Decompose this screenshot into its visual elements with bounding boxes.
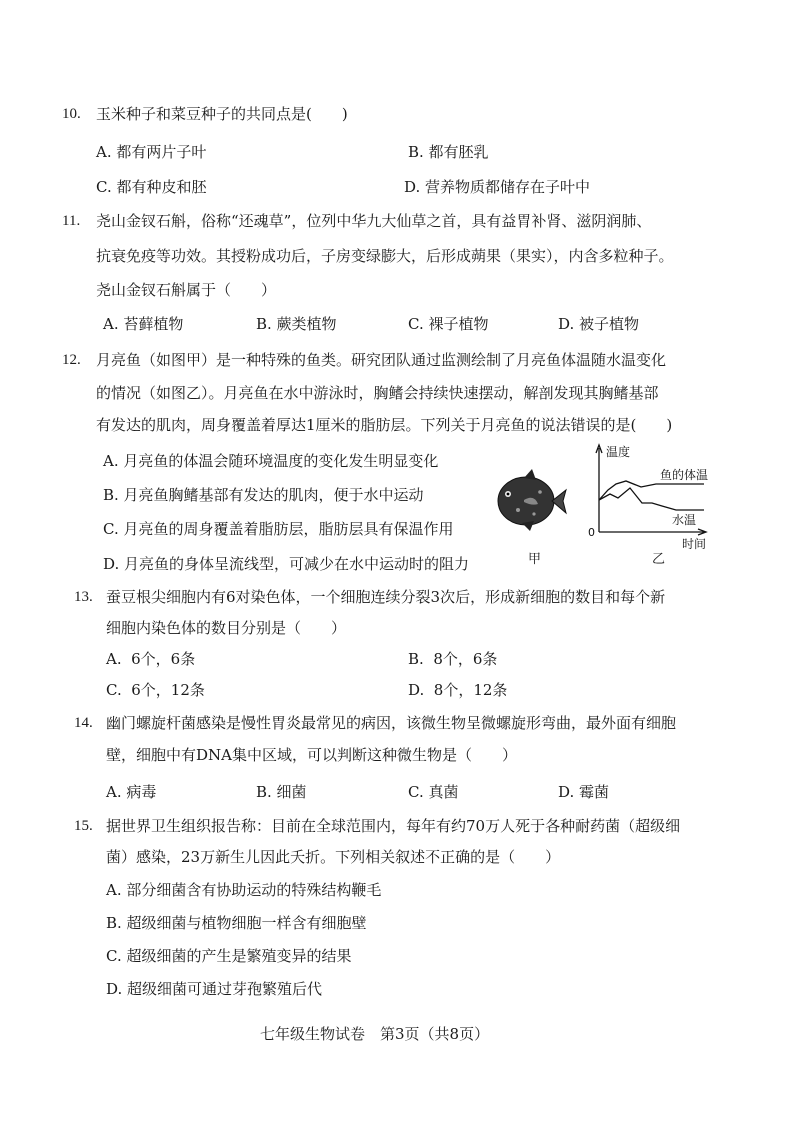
question-stem: 玉米种子和菜豆种子的共同点是( ) [96, 105, 348, 123]
origin-label: 0 [588, 526, 595, 539]
fish-tail [552, 490, 566, 513]
option-c: C. 月亮鱼的周身覆盖着脂肪层，脂肪层具有保温作用 [103, 520, 454, 538]
option-a: A. 苔藓植物 [103, 315, 184, 333]
option-b: B. 蕨类植物 [256, 315, 337, 333]
question-number: 15. [74, 818, 93, 834]
fish-spot [532, 512, 535, 515]
question-stem-line: 蚕豆根尖细胞内有6对染色体，一个细胞连续分裂3次后，形成新细胞的数目和每个新 [106, 588, 666, 606]
option-a: A. 6个，6条 [106, 650, 196, 668]
option-d: D. 营养物质都储存在子叶中 [404, 178, 591, 196]
question-stem-line: 尧山金钗石斛，俗称“还魂草”，位列中华九大仙草之首，具有益胃补肾、滋阴润肺、 [96, 212, 652, 230]
page-footer: 七年级生物试卷 第3页（共8页） [260, 1025, 490, 1043]
option-a: A. 月亮鱼的体温会随环境温度的变化发生明显变化 [103, 452, 439, 470]
figure-label-jia: 甲 [528, 552, 542, 567]
water-temperature-label: 水温 [672, 513, 697, 527]
x-axis-label: 时间 [682, 537, 707, 550]
temperature-graph [586, 440, 726, 550]
option-c: C. 都有种皮和胚 [96, 178, 207, 196]
option-a: A. 都有两片子叶 [96, 143, 207, 161]
option-b: B. 细菌 [256, 783, 307, 801]
option-d: D. 霉菌 [558, 783, 610, 801]
moonfish-figure [494, 468, 568, 532]
question-stem-line: 菌）感染，23万新生儿因此夭折。下列相关叙述不正确的是（ ） [106, 848, 561, 866]
question-stem-line: 幽门螺旋杆菌感染是慢性胃炎最常见的病因，该微生物呈微螺旋形弯曲，最外面有细胞 [106, 714, 677, 732]
fish-pupil [507, 493, 510, 496]
option-c: C. 6个，12条 [106, 681, 205, 699]
question-number: 14. [74, 715, 93, 731]
water-temperature-line [599, 488, 704, 510]
question-number: 11. [62, 213, 81, 229]
question-stem-line: 的情况（如图乙）。月亮鱼在水中游泳时，胸鳍会持续快速摆动，解剖发现其胸鳍基部 [96, 384, 659, 402]
option-b: B. 都有胚乳 [408, 143, 489, 161]
question-stem-line: 月亮鱼（如图甲）是一种特殊的鱼类。研究团队通过监测绘制了月亮鱼体温随水温变化 [96, 351, 667, 369]
option-a: A. 病毒 [106, 783, 157, 801]
question-stem-line: 有发达的肌肉，周身覆盖着厚达1厘米的脂肪层。下列关于月亮鱼的说法错误的是( ) [96, 416, 673, 434]
option-b: B. 月亮鱼胸鳍基部有发达的肌肉，便于水中运动 [103, 486, 424, 504]
question-stem-line: 细胞内染色体的数目分别是（ ） [106, 619, 347, 637]
option-c: C. 裸子植物 [408, 315, 489, 333]
question-stem-line: 壁，细胞中有DNA集中区域，可以判断这种微生物是（ ） [106, 746, 517, 764]
figure-label-yi: 乙 [652, 552, 666, 567]
option-c: C. 真菌 [408, 783, 459, 801]
question-number: 13. [74, 589, 93, 605]
fish-temperature-line [599, 481, 704, 500]
y-axis-label: 温度 [606, 445, 631, 459]
option-d: D. 8个，12条 [408, 681, 508, 699]
fish-spot [516, 508, 520, 512]
question-stem-line: 据世界卫生组织报告称：目前在全球范围内，每年有约70万人死于各种耐药菌（超级细 [106, 817, 681, 835]
option-d: D. 超级细菌可通过芽孢繁殖后代 [106, 980, 323, 998]
fish-spot [538, 490, 542, 494]
option-d: D. 被子植物 [558, 315, 640, 333]
fish-temperature-label: 鱼的体温 [660, 468, 709, 482]
question-stem-line: 抗衰免疫等功效。其授粉成功后，子房变绿膨大，后形成蒴果（果实），内含多粒种子。 [96, 247, 674, 265]
option-a: A. 部分细菌含有协助运动的特殊结构鞭毛 [106, 881, 382, 899]
option-b: B. 超级细菌与植物细胞一样含有细胞壁 [106, 914, 367, 932]
question-number: 12. [62, 352, 81, 368]
option-d: D. 月亮鱼的身体呈流线型，可减少在水中运动时的阻力 [103, 555, 470, 573]
option-c: C. 超级细菌的产生是繁殖变异的结果 [106, 947, 352, 965]
question-stem-line: 尧山金钗石斛属于（ ） [96, 281, 277, 299]
option-b: B. 8个，6条 [408, 650, 498, 668]
question-number: 10. [62, 106, 81, 122]
